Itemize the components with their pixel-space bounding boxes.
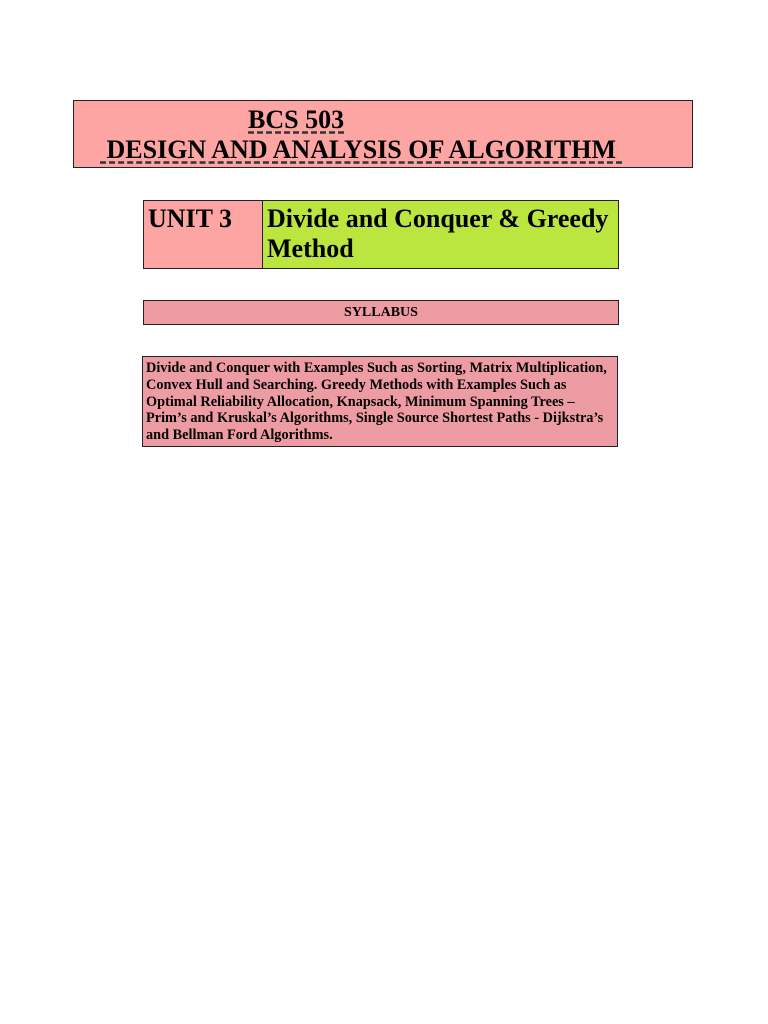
course-title: DESIGN AND ANALYSIS OF ALGORITHM: [100, 135, 623, 164]
course-code: BCS 503: [248, 105, 345, 134]
course-title-box: [73, 100, 693, 168]
syllabus-content: Divide and Conquer with Examples Such as Sorting, Matrix Multiplication, Convex Hull and Searching. Greedy Methods with Examples Such as Optimal Reliability Allocation, Knapsack, Minimum Spanning Trees – Prim’s and Kruskal’s Algorithms, Single Source Shortest Paths - Dijkstra’s and Bellman Ford Algorithms.: [142, 356, 618, 447]
unit-title: Divide and Conquer & Greedy Method: [263, 201, 618, 268]
syllabus-heading: SYLLABUS: [143, 300, 619, 325]
unit-label: UNIT 3: [144, 201, 263, 268]
unit-row: [143, 200, 619, 269]
